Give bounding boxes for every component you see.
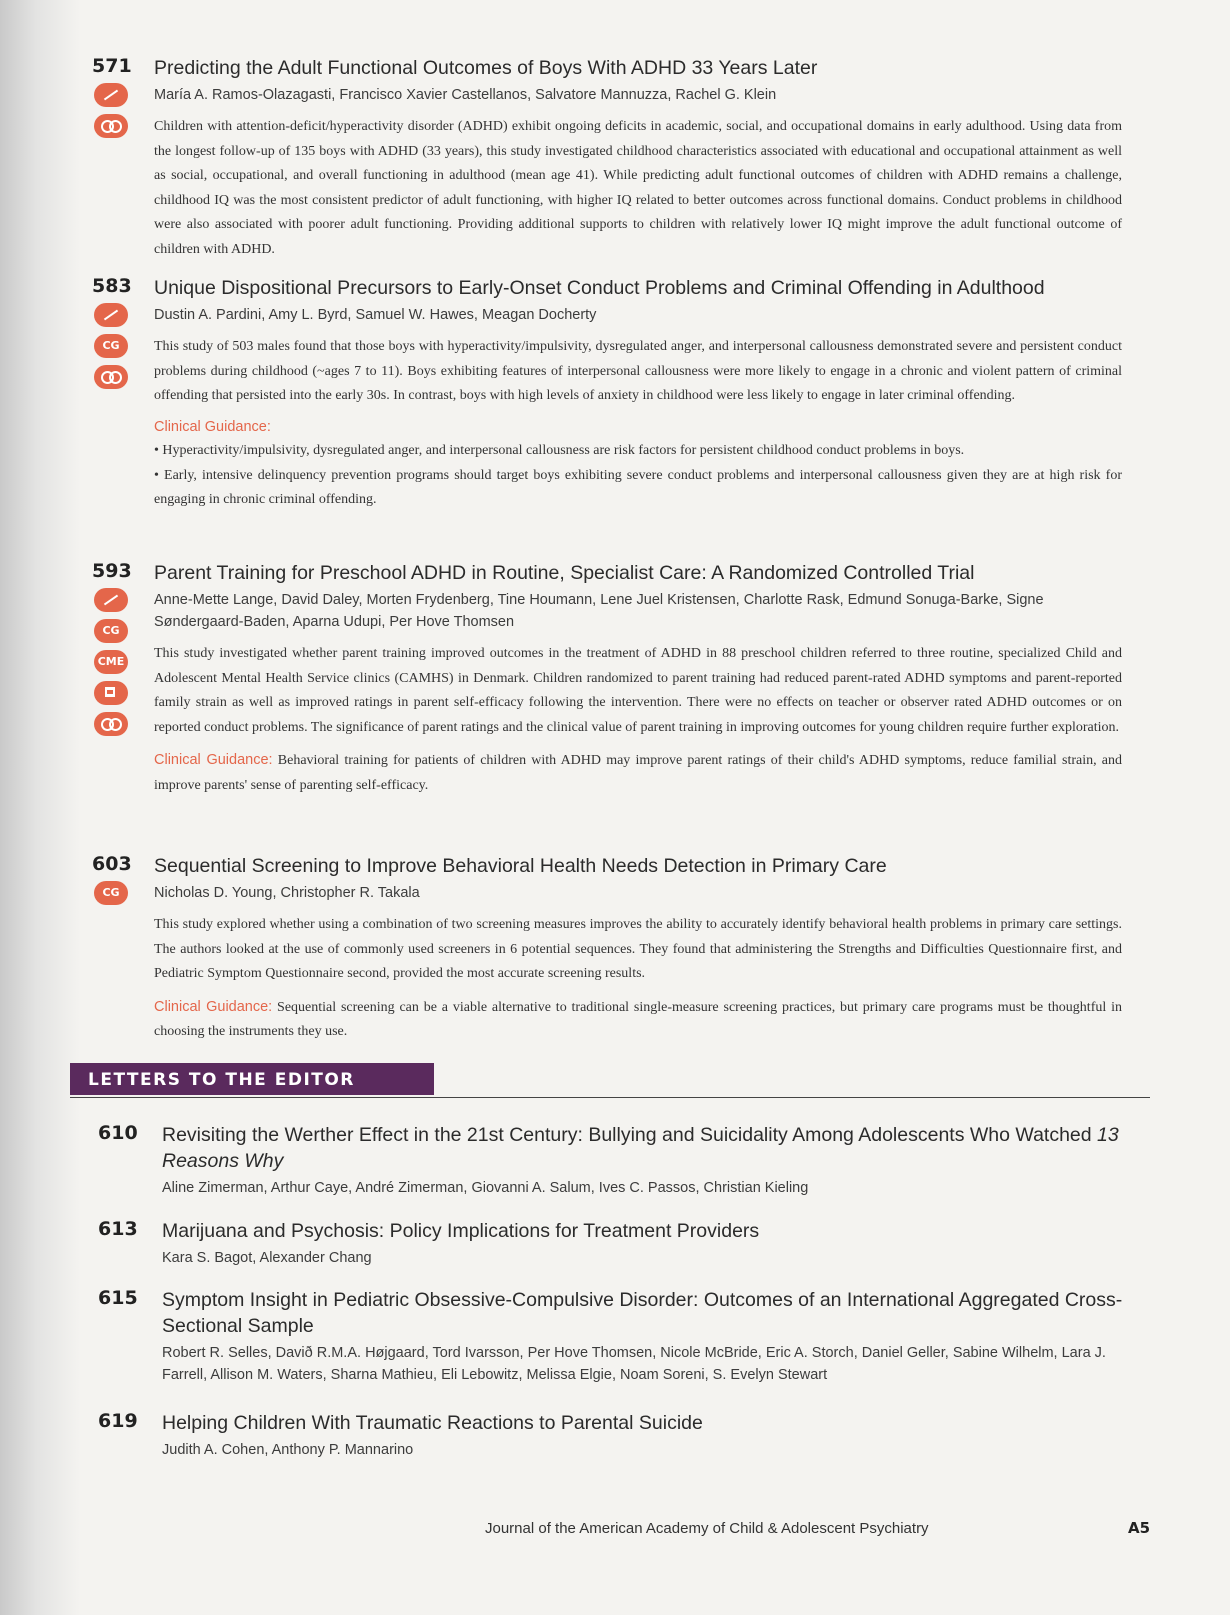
open-access-icon <box>94 588 128 612</box>
letter-authors: Judith A. Cohen, Anthony P. Mannarino <box>162 1442 414 1458</box>
article-title[interactable]: Parent Training for Preschool ADHD in Routine, Specialist Care: A Randomized Controlled Trial <box>154 562 975 584</box>
clinical-guidance-text: Behavioral training for patients of children with ADHD may improve parent ratings of their child's ADHD symptoms, reduce familial strain, and improve parents' sense of parenting self-efficacy. <box>154 753 1122 793</box>
article-title[interactable]: Sequential Screening to Improve Behavioral Health Needs Detection in Primary Care <box>154 855 887 877</box>
article-authors: Anne-Mette Lange, David Daley, Morten Frydenberg, Tine Houmann, Lene Juel Kristensen, Charlotte Rask, Edmund Sonuga-Barke, Signe Søndergaard-Baden, Aparna Udupi, Per Hove Thomsen <box>154 592 1044 630</box>
article-583 <box>92 275 1122 513</box>
section-heading-letters: LETTERS TO THE EDITOR <box>70 1063 434 1095</box>
clinical-guidance-text: Sequential screening can be a viable alternative to traditional single-measure screening practices, but primary care programs must be thoughtful in choosing the instruments they use. <box>154 999 1122 1039</box>
open-access-icon <box>94 303 128 327</box>
page-number-label: 583 <box>92 275 132 297</box>
cme-badge: CME <box>94 650 128 674</box>
page-spine-shadow <box>0 0 80 1615</box>
letter-title[interactable]: Symptom Insight in Pediatric Obsessive-Compulsive Disorder: Outcomes of an International Aggregated Cross-Sectional Sample <box>162 1289 1123 1337</box>
clinical-guidance <box>154 995 1122 1045</box>
article-603 <box>92 853 1122 1045</box>
article-abstract: This study investigated whether parent training improved outcomes in the treatment of ADHD in 88 preschool children referred to three routine, specialized Child and Adolescent Mental Health Service clinics (CAMHS) in Denmark. Children randomized to parent training had reduced parent-rated ADHD symptoms and parent-reported family strain as well as improved ratings in parent self-efficacy following the intervention. There were no effects on teacher or observer rated ADHD outcomes or on reported conduct problems. The significance of parent ratings and the clinical value of parent training in improving outcomes for young children require further exploration. <box>154 646 1122 735</box>
letter-title-italic: 13 Reasons Why <box>162 1124 1119 1172</box>
article-badges <box>94 588 134 743</box>
letter-authors: Aline Zimerman, Arthur Caye, André Zimerman, Giovanni A. Salum, Ives C. Passos, Christian Kieling <box>162 1180 809 1196</box>
page-number-label: 610 <box>98 1122 138 1144</box>
letter-title[interactable]: Marijuana and Psychosis: Policy Implications for Treatment Providers <box>162 1220 760 1242</box>
video-icon <box>94 681 128 705</box>
open-access-icon <box>94 83 128 107</box>
section-header <box>70 1063 1150 1098</box>
clinical-guidance-badge: CG <box>94 334 128 358</box>
clinical-guidance-label: Clinical Guidance: <box>154 752 273 768</box>
article-authors: Nicholas D. Young, Christopher R. Takala <box>154 885 420 901</box>
letter-title[interactable] <box>162 1122 1128 1174</box>
letter-613 <box>98 1218 1128 1269</box>
clinical-guidance-label: Clinical Guidance: <box>154 418 271 435</box>
letter-title-text: Revisiting the Werther Effect in the 21st Century: Bullying and Suicidality Among Adolescents Who Watched <box>162 1124 1098 1146</box>
guidance-bullet-text: Early, intensive delinquency prevention programs should target boys exhibiting severe conduct problems and interpersonal callousness given they are at high risk for engaging in chronic criminal offending. <box>154 467 1122 507</box>
podcast-icon <box>94 365 128 389</box>
clinical-guidance-badge: CG <box>94 619 128 643</box>
page-number-label: 619 <box>98 1410 138 1432</box>
article-abstract: Children with attention-deficit/hyperactivity disorder (ADHD) exhibit ongoing deficits in academic, social, and occupational domains in early adulthood. Using data from the longest follow-up of 135 boys with ADHD (33 years), this study investigated childhood characteristics associated with educational and occupational attainment as well as social, occupational, and overall functioning in adulthood (mean age 41). While predicting adult functional outcomes of children with ADHD remains a challenge, childhood IQ was the most consistent predictor of adult functioning, with higher IQ related to better outcomes across functional domains. Conduct problems in childhood were also associated with poorer adult functioning. Providing additional supports to children with relatively lower IQ might improve the adult functional outcome of children with ADHD. <box>154 119 1122 257</box>
clinical-guidance <box>154 415 1122 513</box>
letter-619 <box>98 1410 1128 1461</box>
article-abstract: This study explored whether using a combination of two screening measures improves the ability to accurately identify behavioral health problems in primary care settings. The authors looked at the use of commonly used screeners in 6 potential sequences. They found that administering the Strengths and Difficulties Questionnaire first, and Pediatric Symptom Questionnaire second, provided the most accurate screening results. <box>154 917 1122 981</box>
letter-title[interactable]: Helping Children With Traumatic Reactions to Parental Suicide <box>162 1412 703 1434</box>
guidance-bullet-text: Hyperactivity/impulsivity, dysregulated anger, and interpersonal callousness are risk factors for persistent childhood conduct problems in boys. <box>162 443 965 458</box>
letter-610 <box>98 1122 1128 1199</box>
page-number-label: 613 <box>98 1218 138 1240</box>
article-badges <box>94 83 134 145</box>
article-abstract: This study of 503 males found that those boys with hyperactivity/impulsivity, dysregulated anger, and interpersonal callousness demonstrated severe and persistent conduct problems during childhood (~ages 7 to 11). Boys exhibiting features of interpersonal callousness were more likely to engage in a chronic and violent pattern of criminal offending that persisted into the early 30s. In contrast, boys with high levels of anxiety in childhood were less likely to engage in later criminal offending. <box>154 339 1122 403</box>
clinical-guidance-label: Clinical Guidance: <box>154 998 273 1015</box>
guidance-bullet: • Early, intensive delinquency prevention programs should target boys exhibiting severe conduct problems and interpersonal callousness given they are at high risk for engaging in chronic criminal offending. <box>154 467 1122 507</box>
clinical-guidance <box>154 748 1122 798</box>
podcast-icon <box>94 712 128 736</box>
page-number-label: 603 <box>92 853 132 875</box>
article-593 <box>92 560 1122 798</box>
article-authors: María A. Ramos-Olazagasti, Francisco Xavier Castellanos, Salvatore Mannuzza, Rachel G. Klein <box>154 87 777 103</box>
guidance-bullet: • Hyperactivity/impulsivity, dysregulated anger, and interpersonal callousness are risk factors for persistent childhood conduct problems in boys. <box>154 443 965 458</box>
article-authors: Dustin A. Pardini, Amy L. Byrd, Samuel W. Hawes, Meagan Docherty <box>154 307 597 323</box>
article-title[interactable]: Unique Dispositional Precursors to Early-Onset Conduct Problems and Criminal Offending in Adulthood <box>154 277 1045 299</box>
page-number-label: 593 <box>92 560 132 582</box>
page-number: A5 <box>1128 1519 1151 1537</box>
journal-name-footer: Journal of the American Academy of Child & Adolescent Psychiatry <box>485 1520 929 1537</box>
article-title[interactable]: Predicting the Adult Functional Outcomes of Boys With ADHD 33 Years Later <box>154 57 818 79</box>
clinical-guidance-badge: CG <box>94 881 128 905</box>
podcast-icon <box>94 114 128 138</box>
page-number-label: 615 <box>98 1287 138 1309</box>
letter-615 <box>98 1287 1128 1386</box>
article-badges <box>94 881 134 912</box>
page-number-label: 571 <box>92 55 132 77</box>
letter-authors: Robert R. Selles, Davið R.M.A. Højgaard, Tord Ivarsson, Per Hove Thomsen, Nicole McBride, Eric A. Storch, Daniel Geller, Sabine Wilhelm, Lara J. Farrell, Allison M. Waters, Sharna Mathieu, Eli Lebowitz, Melissa Elgie, Noam Soreni, S. Evelyn Stewart <box>162 1345 1106 1383</box>
article-badges <box>94 303 134 396</box>
letter-authors: Kara S. Bagot, Alexander Chang <box>162 1250 372 1266</box>
article-571 <box>92 55 1122 262</box>
